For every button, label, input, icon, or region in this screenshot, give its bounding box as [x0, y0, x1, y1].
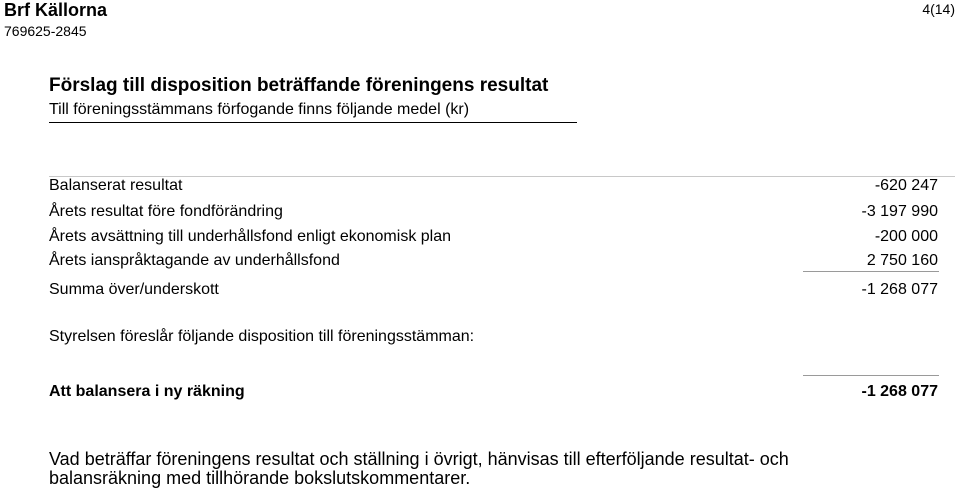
organization-number: 769625-2845 [4, 23, 87, 39]
footer-line-2: balansräkning med tillhörande bokslutskommentarer. [49, 468, 471, 488]
summary-label: Summa över/underskott [49, 281, 219, 298]
final-amount: -1 268 077 [861, 383, 938, 400]
row-amount-ianspraktagande: 2 750 160 [866, 252, 938, 269]
page-number: 4(14) [922, 1, 955, 17]
row-amount-arets-resultat: -3 197 990 [861, 203, 938, 220]
table-top-rule [49, 176, 955, 177]
footer-note [49, 450, 929, 488]
row-amount-balanserat: -620 247 [874, 177, 938, 194]
row-label-balanserat: Balanserat resultat [49, 177, 183, 194]
sum-rule [803, 271, 939, 272]
row-label-arets-resultat: Årets resultat före fondförändring [49, 203, 283, 220]
organization-name: Brf Källorna [4, 0, 108, 20]
row-label-avsattning: Årets avsättning till underhållsfond enligt ekonomisk plan [49, 228, 452, 245]
footer-line-1: Vad beträffar föreningens resultat och ställning i övrigt, hänvisas till efterföljande resultat- och [49, 449, 789, 469]
final-label: Att balansera i ny räkning [49, 383, 245, 400]
summary-amount: -1 268 077 [861, 281, 938, 298]
proposal-text: Styrelsen föreslår följande disposition till föreningsstämman: [49, 328, 475, 345]
section-title: Förslag till disposition beträffande föreningens resultat [49, 75, 549, 96]
subtitle-underline [49, 122, 577, 123]
section-subtitle: Till föreningsstämmans förfogande finns följande medel (kr) [49, 101, 470, 118]
final-rule [803, 375, 939, 376]
row-amount-avsattning: -200 000 [874, 228, 938, 245]
row-label-ianspraktagande: Årets ianspråktagande av underhållsfond [49, 252, 340, 269]
